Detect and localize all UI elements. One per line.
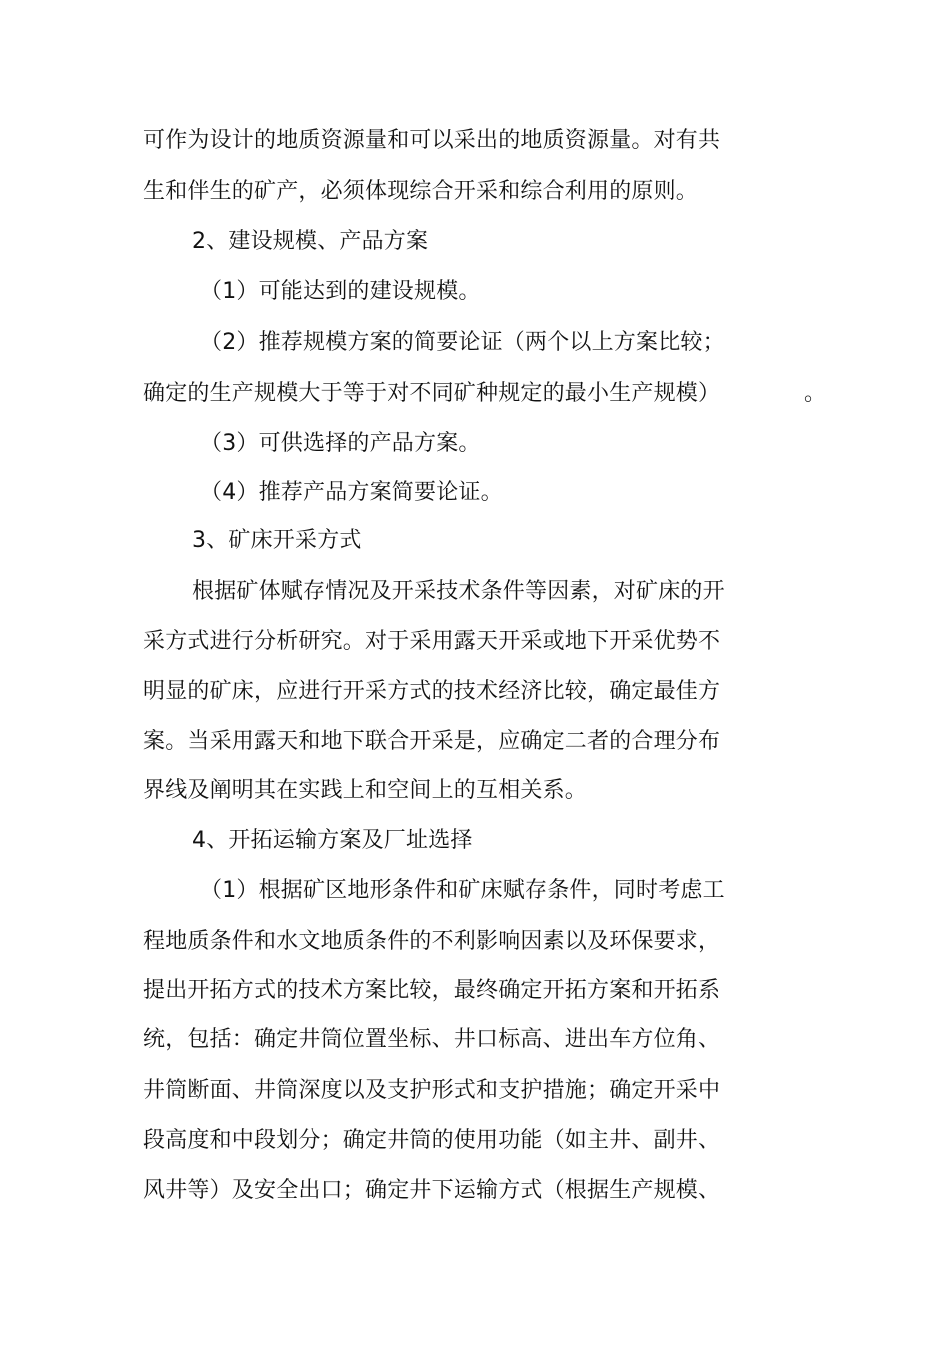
section-heading: 4、开拓运输方案及厂址选择 xyxy=(192,828,473,853)
paragraph-line: 明显的矿床，应进行开采方式的技术经济比较，确定最佳方 xyxy=(143,679,721,704)
stray-punctuation: 。 xyxy=(804,381,827,406)
text-line: 可作为设计的地质资源量和可以采出的地质资源量。对有共 xyxy=(143,128,721,153)
list-item: （2）推荐规模方案的简要论证（两个以上方案比较； xyxy=(200,330,725,355)
paragraph-line: 根据矿体赋存情况及开采技术条件等因素，对矿床的开 xyxy=(192,579,725,604)
paragraph-line: 程地质条件和水文地质条件的不利影响因素以及环保要求， xyxy=(143,929,721,954)
paragraph-line: 采方式进行分析研究。对于采用露天开采或地下开采优势不 xyxy=(143,629,721,654)
list-item: （4）推荐产品方案简要论证。 xyxy=(200,480,503,505)
paragraph-line: （1）根据矿区地形条件和矿床赋存条件，同时考虑工 xyxy=(200,878,725,903)
text-line: 生和伴生的矿产，必须体现综合开采和综合利用的原则。 xyxy=(143,179,699,204)
list-item: （3）可供选择的产品方案。 xyxy=(200,431,481,456)
paragraph-line: 案。当采用露天和地下联合开采是，应确定二者的合理分布 xyxy=(143,729,721,754)
paragraph-line: 提出开拓方式的技术方案比较，最终确定开拓方案和开拓系 xyxy=(143,978,721,1003)
paragraph-line: 界线及阐明其在实践上和空间上的互相关系。 xyxy=(143,778,588,803)
paragraph-line: 风井等）及安全出口；确定井下运输方式（根据生产规模、 xyxy=(143,1178,721,1203)
section-heading: 2、建设规模、产品方案 xyxy=(192,229,429,254)
text-line: 确定的生产规模大于等于对不同矿种规定的最小生产规模） xyxy=(143,381,721,406)
paragraph-line: 井筒断面、井筒深度以及支护形式和支护措施；确定开采中 xyxy=(143,1078,721,1103)
paragraph-line: 统，包括：确定井筒位置坐标、井口标高、进出车方位角、 xyxy=(143,1027,721,1052)
list-item: （1）可能达到的建设规模。 xyxy=(200,279,481,304)
paragraph-line: 段高度和中段划分；确定井筒的使用功能（如主井、副井、 xyxy=(143,1128,721,1153)
section-heading: 3、矿床开采方式 xyxy=(192,528,362,553)
